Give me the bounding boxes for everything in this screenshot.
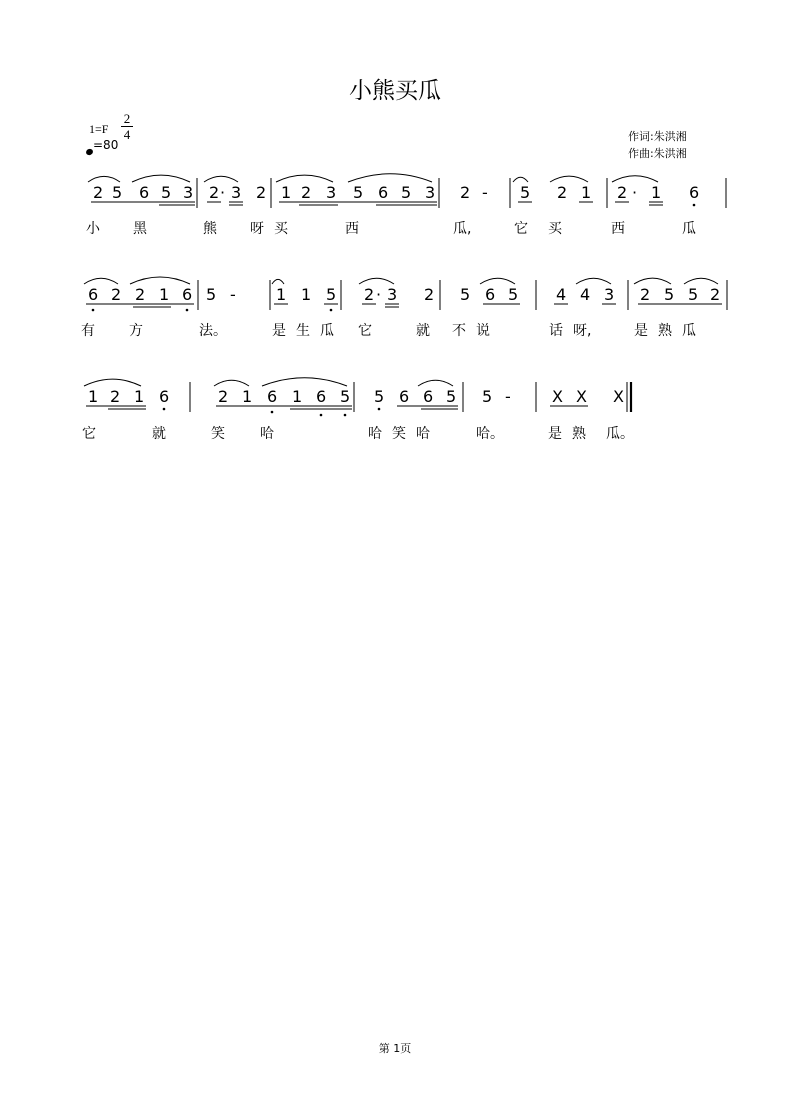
lyric-s1-10: 话 (549, 323, 563, 339)
key-signature: 1=F (89, 122, 109, 136)
octave-dot-s1-0 (92, 309, 95, 312)
slur-s1-5 (576, 278, 611, 284)
note-s0-17: - (482, 183, 488, 202)
note-s0-13: 6 (378, 183, 389, 202)
slur-s0-0 (88, 176, 120, 182)
note-s0-10: 2 (301, 183, 312, 202)
slur-s1-3 (359, 278, 394, 284)
lyric-s1-9: 说 (476, 323, 490, 339)
lyric-s0-8: 买 (548, 221, 562, 237)
lyric-s2-5: 笑 (392, 426, 406, 442)
octave-dot-s2-10 (378, 408, 381, 411)
note-s0-16: 2 (460, 183, 471, 202)
slur-s2-0 (84, 379, 141, 386)
note-s0-9: 1 (281, 183, 292, 202)
lyric-s0-1: 黑 (133, 221, 147, 237)
slur-s0-7 (612, 176, 658, 182)
lyric-s1-4: 生 (296, 323, 310, 339)
lyric-s1-8: 不 (452, 323, 466, 339)
note-s0-22: · (632, 183, 638, 202)
slur-s1-0 (84, 278, 118, 284)
lyric-s0-3: 呀 (250, 221, 264, 237)
slur-s2-3 (418, 380, 453, 386)
lyric-s1-2: 法。 (199, 323, 227, 339)
note-s1-15: 6 (485, 285, 496, 304)
note-s1-4: 6 (182, 285, 193, 304)
note-s1-10: 2 (364, 285, 375, 304)
page-number: 第 1页 (378, 1042, 412, 1055)
slur-s0-4 (348, 174, 432, 182)
note-s1-19: 3 (604, 285, 615, 304)
slur-s0-2 (204, 176, 238, 182)
slur-s1-2 (272, 279, 284, 284)
note-s1-13: 2 (424, 285, 435, 304)
tempo-value: =80 (93, 138, 119, 152)
lyric-s2-10: 瓜。 (606, 426, 634, 442)
lyric-s2-2: 笑 (211, 426, 225, 442)
lyric-s2-7: 哈。 (476, 426, 504, 442)
octave-dot-s1-9 (330, 309, 333, 312)
lyric-s0-6: 瓜, (453, 221, 472, 237)
note-s2-8: 6 (316, 387, 327, 406)
note-s0-24: 6 (689, 183, 700, 202)
note-s1-2: 2 (135, 285, 146, 304)
octave-dot-s2-8 (320, 414, 323, 417)
lyric-s2-8: 是 (548, 426, 562, 442)
note-s2-6: 6 (267, 387, 278, 406)
note-s0-23: 1 (651, 183, 662, 202)
time-signature-top: 2 (123, 111, 131, 126)
note-s1-23: 2 (710, 285, 721, 304)
composer-credit: 作曲:朱洪湘 (628, 147, 687, 160)
slur-s2-1 (214, 380, 249, 386)
note-s2-13: 5 (446, 387, 457, 406)
page-title: 小熊买瓜 (349, 78, 441, 104)
slur-s0-5 (513, 177, 528, 182)
lyric-s1-14: 瓜 (682, 323, 696, 339)
lyric-s1-12: 是 (634, 323, 648, 339)
note-s1-18: 4 (580, 285, 591, 304)
note-s1-5: 5 (206, 285, 217, 304)
note-s0-18: 5 (520, 183, 531, 202)
octave-dot-s2-6 (271, 411, 274, 414)
note-s1-11: · (376, 285, 382, 304)
note-s1-14: 5 (460, 285, 471, 304)
note-s0-12: 5 (353, 183, 364, 202)
note-s0-8: 2 (256, 183, 267, 202)
note-s0-2: 6 (139, 183, 150, 202)
note-s0-4: 3 (183, 183, 194, 202)
note-s1-16: 5 (508, 285, 519, 304)
lyric-s2-6: 哈 (416, 426, 430, 442)
note-s1-12: 3 (387, 285, 398, 304)
note-s2-1: 2 (110, 387, 121, 406)
lyric-s1-11: 呀, (573, 323, 592, 339)
lyric-s0-5: 西 (345, 221, 359, 237)
note-s2-4: 2 (218, 387, 229, 406)
note-s1-20: 2 (640, 285, 651, 304)
slur-s1-6 (634, 278, 671, 284)
note-s0-15: 3 (425, 183, 436, 202)
note-s2-0: 1 (88, 387, 99, 406)
note-s2-7: 1 (292, 387, 303, 406)
lyric-s1-7: 就 (416, 323, 430, 339)
slur-s0-1 (132, 175, 190, 182)
note-s0-19: 2 (557, 183, 568, 202)
lyric-s2-4: 哈 (368, 426, 382, 442)
note-s2-14: 5 (482, 387, 493, 406)
note-s0-14: 5 (401, 183, 412, 202)
lyric-s1-5: 瓜 (320, 323, 334, 339)
note-s1-8: 1 (301, 285, 312, 304)
note-s1-22: 5 (688, 285, 699, 304)
note-s0-6: · (220, 183, 226, 202)
lyric-s2-9: 熟 (572, 426, 586, 442)
lyric-s1-3: 是 (272, 323, 286, 339)
note-s0-0: 2 (93, 183, 104, 202)
time-signature-bottom: 4 (123, 127, 131, 142)
note-s1-9: 5 (326, 285, 337, 304)
note-s2-2: 1 (134, 387, 145, 406)
note-s1-17: 4 (556, 285, 567, 304)
lyricist-credit: 作词:朱洪湘 (628, 130, 687, 143)
lyric-s1-6: 它 (358, 323, 372, 339)
slur-s0-6 (550, 176, 588, 182)
lyric-s2-3: 哈 (260, 426, 274, 442)
note-s2-12: 6 (423, 387, 434, 406)
lyric-s0-2: 熊 (203, 221, 217, 237)
note-s0-5: 2 (209, 183, 220, 202)
lyric-s1-1: 方 (129, 323, 143, 339)
note-s0-11: 3 (326, 183, 337, 202)
note-s0-7: 3 (231, 183, 242, 202)
note-s2-9: 5 (340, 387, 351, 406)
note-s2-16: X (552, 387, 563, 406)
octave-dot-s2-3 (163, 408, 166, 411)
slur-s1-1 (130, 277, 190, 284)
note-s1-21: 5 (664, 285, 675, 304)
octave-dot-s1-4 (186, 309, 189, 312)
note-s1-7: 1 (276, 285, 287, 304)
slur-s1-7 (684, 278, 718, 284)
note-s2-11: 6 (399, 387, 410, 406)
note-s0-1: 5 (112, 183, 123, 202)
lyric-s0-10: 瓜 (682, 221, 696, 237)
note-s0-3: 5 (161, 183, 172, 202)
note-s1-6: - (230, 285, 236, 304)
lyric-s2-0: 它 (82, 426, 96, 442)
lyric-s2-1: 就 (152, 426, 166, 442)
note-s0-21: 2 (617, 183, 628, 202)
note-s2-10: 5 (374, 387, 385, 406)
note-s2-17: X (576, 387, 587, 406)
note-s1-1: 2 (111, 285, 122, 304)
note-s1-0: 6 (88, 285, 99, 304)
note-s2-5: 1 (242, 387, 253, 406)
note-s0-20: 1 (581, 183, 592, 202)
slur-s1-4 (480, 278, 515, 284)
lyric-s1-13: 熟 (658, 323, 672, 339)
octave-dot-s0-24 (693, 204, 696, 207)
lyric-s0-0: 小 (86, 221, 100, 237)
note-s2-3: 6 (159, 387, 170, 406)
lyric-s0-7: 它 (514, 221, 528, 237)
slur-s2-2 (262, 378, 347, 386)
octave-dot-s2-9 (344, 414, 347, 417)
note-s1-3: 1 (159, 285, 170, 304)
lyric-s0-4: 买 (274, 221, 288, 237)
lyric-s1-0: 有 (81, 323, 95, 339)
lyric-s0-9: 西 (611, 221, 625, 237)
slur-s0-3 (276, 175, 333, 182)
note-s2-15: - (505, 387, 511, 406)
note-s2-18: X (613, 387, 624, 406)
